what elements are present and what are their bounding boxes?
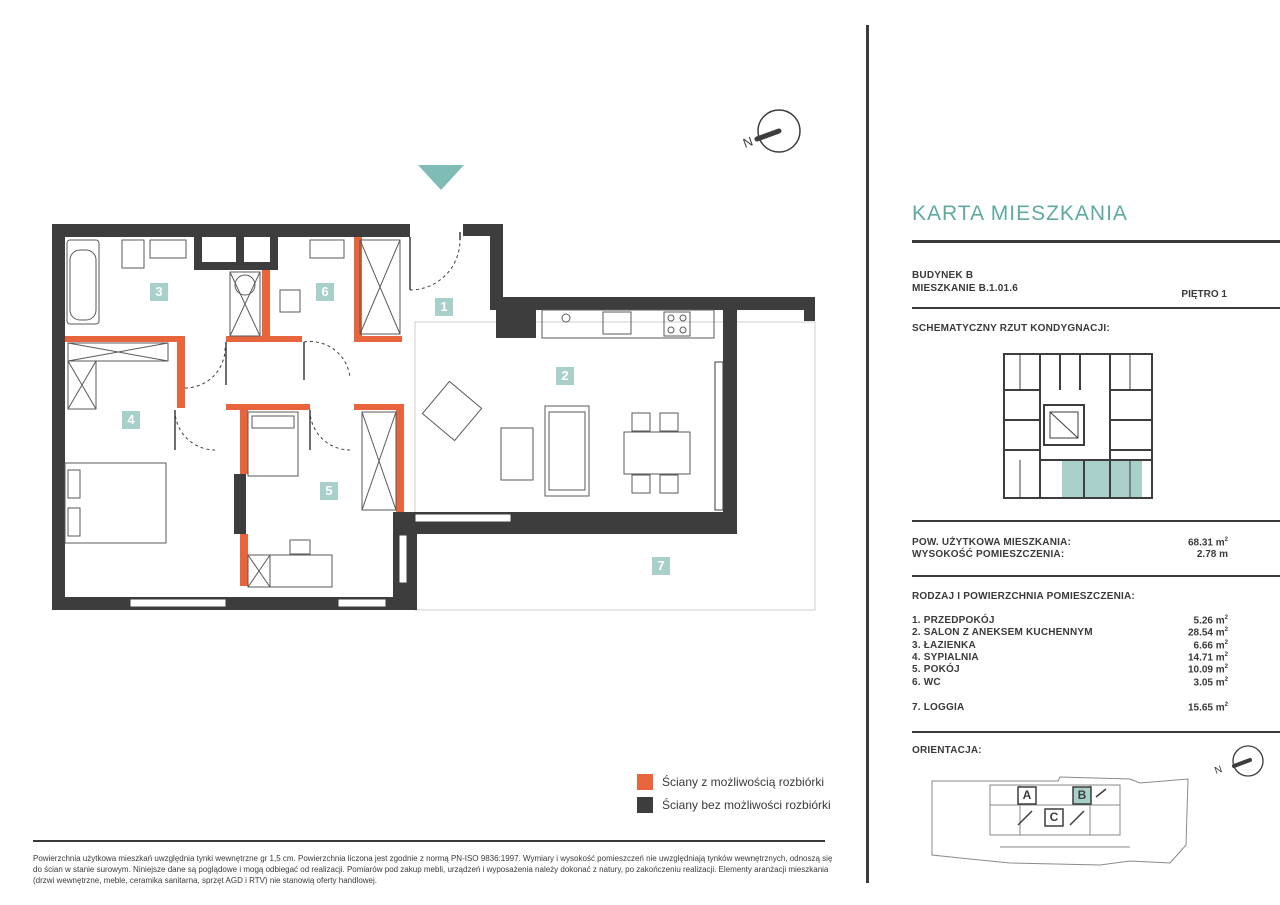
room-name: 1. PRZEDPOKÓJ [912, 615, 995, 626]
rooms-heading: RODZAJ I POWIERZCHNIA POMIESZCZENIA: [912, 591, 1135, 602]
rule-4 [912, 731, 1280, 733]
room-label-4: 4 [122, 411, 140, 429]
room-label-7: 7 [652, 557, 670, 575]
legend-fixed-swatch [637, 797, 653, 813]
compass-letter: N [740, 133, 755, 151]
page-title: KARTA MIESZKANIA [912, 202, 1128, 225]
fixed-walls [52, 224, 815, 610]
footer-divider [33, 840, 825, 842]
schematic-heading: SCHEMATYCZNY RZUT KONDYGNACJI: [912, 323, 1110, 334]
rule-1 [912, 307, 1280, 309]
loggia-outline [415, 322, 815, 610]
room-name: 2. SALON Z ANEKSEM KUCHENNYM [912, 627, 1093, 638]
room-label-1: 1 [435, 298, 453, 316]
door-swings [175, 240, 460, 450]
building-label: BUDYNEK B [912, 270, 974, 281]
height-label: WYSOKOŚĆ POMIESZCZENIA: [912, 549, 1065, 560]
building-b-label: B [1077, 788, 1087, 802]
apartment-label: MIESZKANIE B.1.01.6 [912, 283, 1019, 294]
room-area: 15.65 $m^2$ [1187, 702, 1228, 714]
panel-divider [866, 25, 869, 883]
building-a-label: A [1022, 788, 1032, 802]
building-c-label: C [1049, 810, 1059, 824]
room-name: 5. POKÓJ [912, 664, 960, 675]
room-area: 5.26 $m^2$ [1193, 615, 1228, 627]
usable-area-label: POW. UŻYTKOWA MIESZKANIA: [912, 537, 1072, 548]
room-area: 14.71 $m^2$ [1187, 652, 1228, 664]
legend-fixed-text: Ściany bez możliwości rozbiórki [662, 798, 831, 812]
room-name: 4. SYPIALNIA [912, 652, 979, 663]
rule-3 [912, 575, 1280, 577]
legend-removable-swatch [637, 774, 653, 790]
room-area: 6.66 $m^2$ [1193, 640, 1228, 652]
usable-area-value: 68.31 $m^2$ [1187, 537, 1228, 549]
height-value: 2.78 m [1196, 549, 1228, 560]
footer-note: Powierzchnia użytkowa mieszkań uwzględnia tynki wewnętrzne gr 1,5 cm. Powierzchnia liczona jest zgodnie z normą PN-ISO 9836:1997. Wymiary i wysokość pomieszczeń nie uwzględniają tynków wewnętrznych, odnoszą się do ścian w stanie surowym. Niniejsze dane są poglądowe i mogą odbiegać od realizacji. Pomiarów pod zakup mebli, urządzeń i wyposażenia należy dokonać z natury, po zakończeniu realizacji. Elementy aranżacji mieszkania (drzwi wewnętrzne, meble, ceramika sanitarna, sprzęt AGD i RTV) nie stanowią oferty handlowej. [33, 854, 833, 885]
schematic-floor-plan [1000, 350, 1156, 502]
orientation-heading: ORIENTACJA: [912, 745, 982, 756]
orientation-compass-letter: N [1213, 764, 1224, 777]
orientation-compass-icon [1210, 742, 1266, 782]
room-label-3: 3 [150, 283, 168, 301]
room-label-2: 2 [556, 367, 574, 385]
title-rule [912, 240, 1280, 243]
entrance-arrow-icon [418, 165, 464, 190]
legend-removable-text: Ściany z możliwością rozbiórki [662, 775, 825, 789]
room-area: 3.05 $m^2$ [1193, 677, 1228, 689]
room-label-5: 5 [320, 482, 338, 500]
room-area: 10.09 $m^2$ [1187, 664, 1228, 676]
floor-label: PIĘTRO 1 [1181, 289, 1227, 300]
compass-icon [741, 110, 800, 152]
room-area: 28.54 $m^2$ [1187, 627, 1228, 639]
rule-2 [912, 520, 1280, 522]
room-label-6: 6 [316, 283, 334, 301]
room-name: 6. WC [912, 677, 941, 688]
room-name: 7. LOGGIA [912, 702, 965, 713]
room-name: 3. ŁAZIENKA [912, 640, 976, 651]
windows [130, 362, 723, 607]
